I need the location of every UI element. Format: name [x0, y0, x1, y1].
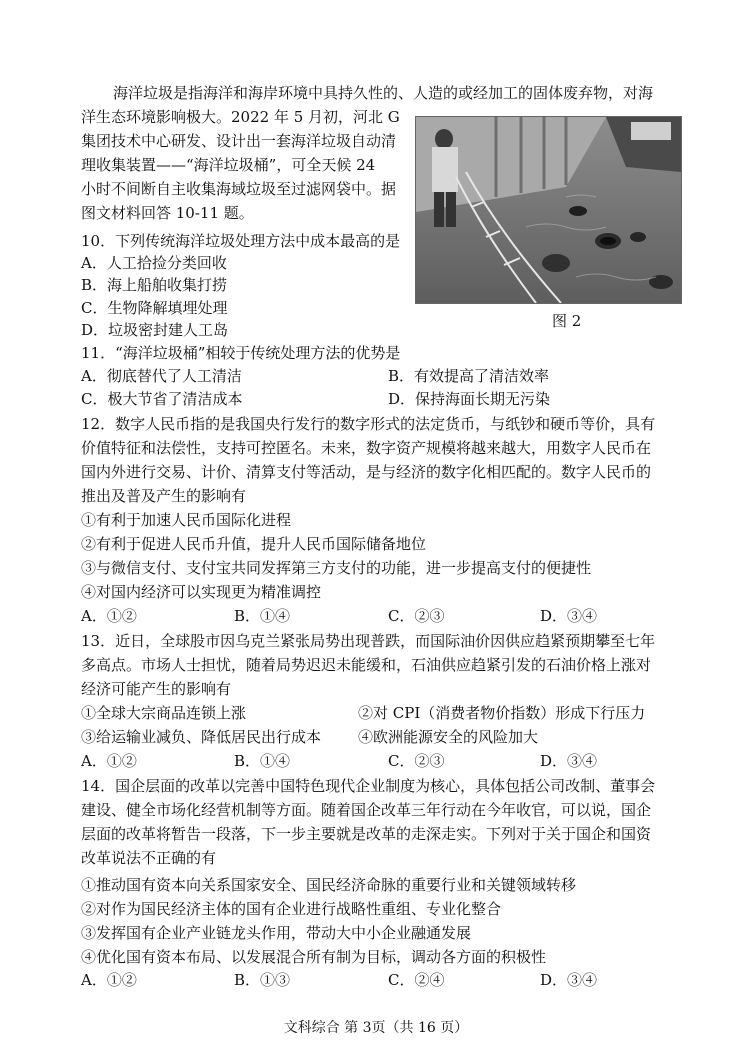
q14-stem-4: 改革说法不正确的有 [81, 849, 217, 867]
q12-item-1: ①有利于加速人民币国际化进程 [81, 511, 292, 529]
q14-option-c: C．②④ [388, 971, 445, 989]
q13-item-4: ④欧洲能源安全的风险加大 [358, 728, 539, 746]
q14-option-d: D．③④ [540, 971, 598, 989]
sea-garbage-bin-photo [415, 116, 682, 304]
q13-option-b: B．①④ [234, 752, 291, 770]
q11-option-d: D．保持海面长期无污染 [388, 390, 551, 408]
q14-stem-3: 层面的改革将暂告一段落，下一步主要就是改革的走深走实。下列对于关于国企和国资 [81, 825, 652, 843]
intro-line-6: 图文材料回答 10-11 题。 [81, 204, 254, 222]
q12-item-4: ④对国内经济可以实现更为精准调控 [81, 583, 322, 601]
photo-illustration [416, 117, 681, 303]
q14-stem-1: 14．国企层面的改革以完善中国特色现代企业制度为核心，具体包括公司改制、董事会 [81, 777, 656, 795]
intro-line-3: 集团技术中心研发、设计出一套海洋垃圾自动清 [81, 132, 397, 150]
q13-item-3: ③给运输业减负、降低居民出行成本 [81, 728, 322, 746]
intro-line-2: 洋生态环境影响极大。2022 年 5 月初，河北 G [81, 108, 400, 126]
q13-option-c: C．②③ [388, 752, 445, 770]
intro-line-5: 小时不间断自主收集海域垃圾至过滤网袋中。据 [81, 180, 397, 198]
q12-option-d: D．③④ [540, 607, 598, 625]
q14-item-2: ②对作为国民经济主体的国有企业进行战略性重组、专业化整合 [81, 900, 502, 918]
q12-item-2: ②有利于促进人民币升值，提升人民币国际储备地位 [81, 535, 427, 553]
q10-option-a: A．人工拾捡分类回收 [81, 254, 227, 272]
q12-stem-1: 12．数字人民币指的是我国央行发行的数字形式的法定货币，与纸钞和硬币等价，具有 [81, 415, 656, 433]
q13-item-1: ①全球大宗商品连锁上涨 [81, 704, 247, 722]
q14-stem-2: 建设、健全市场化经营机制等方面。随着国企改革三年行动在今年收官，可以说，国企 [81, 801, 652, 819]
q12-option-a: A．①② [81, 607, 137, 625]
q11-stem: 11．“海洋垃圾桶”相较于传统处理方法的优势是 [81, 344, 401, 362]
figure-caption: 图 2 [552, 312, 582, 330]
q11-option-b: B．有效提高了清洁效率 [388, 367, 550, 385]
q14-item-1: ①推动国有资本向关系国家安全、国民经济命脉的重要行业和关键领域转移 [81, 876, 577, 894]
page-footer: 文科综合 第 3页（共 16 页） [283, 1020, 469, 1036]
q12-stem-3: 国内外进行交易、计价、清算支付等活动，是与经济的数字化相匹配的。数字人民币的 [81, 463, 652, 481]
q14-item-3: ③发挥国有企业产业链龙头作用，带动大中小企业融通发展 [81, 924, 472, 942]
q14-option-b: B．①③ [234, 971, 291, 989]
q13-option-a: A．①② [81, 752, 137, 770]
intro-line-4: 理收集装置——“海洋垃圾桶”，可全天候 24 [81, 156, 376, 174]
q11-option-a: A．彻底替代了人工清洁 [81, 367, 242, 385]
q10-option-d: D．垃圾密封建人工岛 [81, 321, 229, 339]
q14-option-a: A．①② [81, 971, 137, 989]
q12-option-b: B．①④ [234, 607, 291, 625]
q13-option-d: D．③④ [540, 752, 598, 770]
q12-stem-2: 价值特征和法偿性，支持可控匿名。未来，数字资产规模将越来越大，用数字人民币在 [81, 439, 652, 457]
q12-option-c: C．②③ [388, 607, 445, 625]
intro-line-1: 海洋垃圾是指海洋和海岸环境中具持久性的、人造的或经加工的固体废弃物，对海 [113, 84, 654, 102]
q12-stem-4: 推出及普及产生的影响有 [81, 487, 247, 505]
q12-item-3: ③与微信支付、支付宝共同发挥第三方支付的功能，进一步提高支付的便捷性 [81, 559, 592, 577]
q10-stem: 10．下列传统海洋垃圾处理方法中成本最高的是 [81, 232, 401, 250]
q13-stem-1: 13．近日，全球股市因乌克兰紧张局势出现普跌，而国际油价因供应趋紧预期攀至七年 [81, 632, 656, 650]
q10-option-b: B．海上船舶收集打捞 [81, 276, 228, 294]
q13-stem-2: 多高点。市场人士担忧，随着局势迟迟未能缓和，石油供应趋紧引发的石油价格上涨对 [81, 656, 652, 674]
q14-item-4: ④优化国有资本布局、以发展混合所有制为目标，调动各方面的积极性 [81, 948, 547, 966]
q13-item-2: ②对 CPI（消费者物价指数）形成下行压力 [358, 704, 646, 722]
q10-option-c: C．生物降解填埋处理 [81, 299, 228, 317]
q11-option-c: C．极大节省了清洁成本 [81, 390, 243, 408]
q13-stem-3: 经济可能产生的影响有 [81, 680, 232, 698]
